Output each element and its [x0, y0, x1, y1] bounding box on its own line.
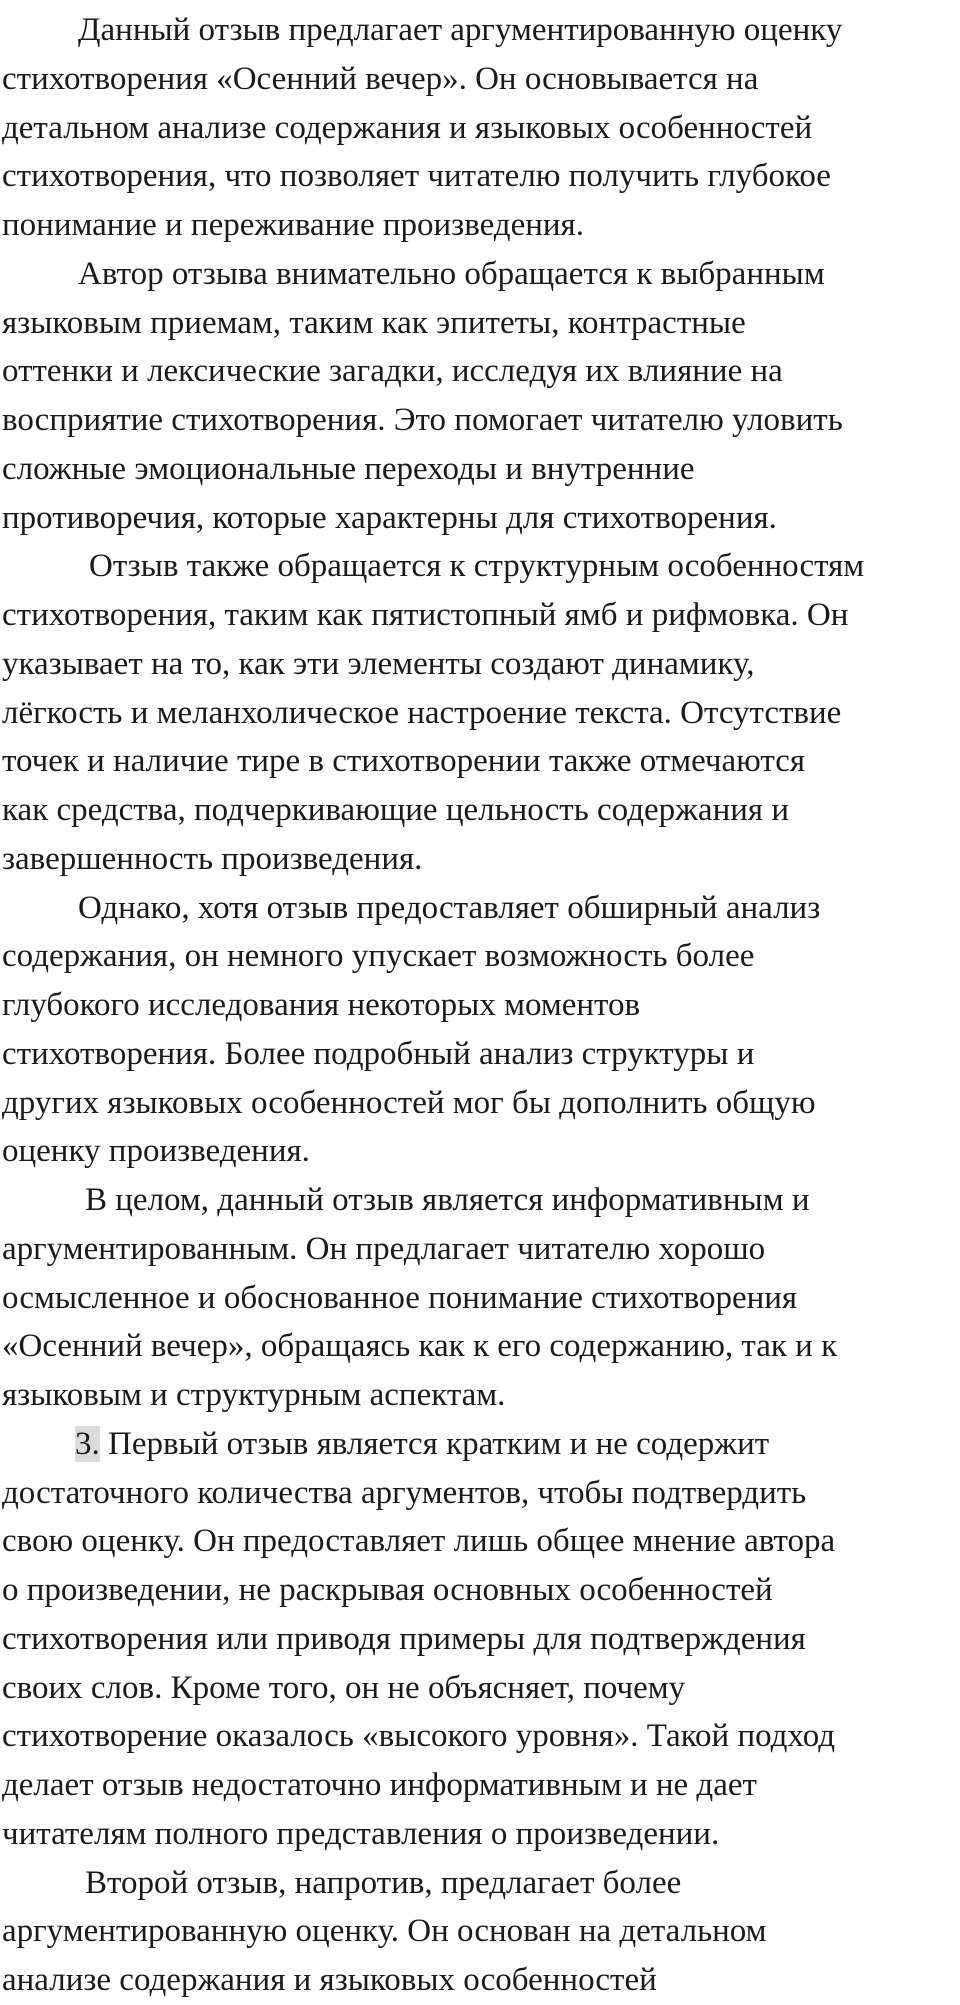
text-line: лёгкость и меланхолическое настроение текста. Отсутствие	[2, 694, 842, 731]
text-line: свою оценку. Он предоставляет лишь общее мнение автора	[2, 1523, 836, 1560]
text-line: содержания, он немного упускает возможность более	[2, 938, 755, 975]
text-line: стихотворения, что позволяет читателю получить глубокое	[2, 158, 831, 195]
text-line: как средства, подчеркивающие цельность содержания и	[2, 792, 789, 828]
text-line: Данный отзыв предлагает аргументированную оценку	[78, 12, 843, 48]
text-line: глубокого исследования некоторых моментов	[2, 987, 641, 1023]
highlighted-number: 3.	[75, 1425, 100, 1462]
text-line: о произведении, не раскрывая основных особенностей	[2, 1572, 773, 1608]
text-line: сложные эмоциональные переходы и внутренние	[2, 450, 695, 487]
text-line: своих слов. Кроме того, он не объясняет, почему	[2, 1669, 686, 1706]
text-line: аргументированным. Он предлагает читателю хорошо	[2, 1230, 766, 1267]
text-line: делает отзыв недостаточно информативным и не дает	[2, 1767, 757, 1803]
text-line: стихотворения или приводя примеры для подтверждения	[2, 1620, 806, 1657]
text-line: завершенность произведения.	[2, 840, 423, 877]
text-line: анализе содержания и языковых особенностей	[2, 1962, 657, 1998]
text-line: Отзыв также обращается к структурным особенностям	[89, 548, 865, 585]
text-line: стихотворения «Осенний вечер». Он основывается на	[2, 60, 759, 97]
text-line: других языковых особенностей мог бы дополнить общую	[2, 1084, 816, 1121]
document-page	[2, 6, 958, 2005]
text-line: точек и наличие тире в стихотворении также отмечаются	[2, 743, 806, 780]
paragraph-1	[2, 6, 958, 250]
paragraph-3	[2, 542, 958, 883]
text-line: осмысленное и обоснованное понимание стихотворения	[2, 1279, 798, 1316]
text-line: оттенки и лексические загадки, исследуя их влияние на	[2, 353, 783, 390]
text-line: детальном анализе содержания и языковых особенностей	[2, 109, 813, 146]
text-line	[2, 1420, 958, 1469]
text-line: аргументированную оценку. Он основан на детальном	[2, 1913, 767, 1950]
text-line: языковым и структурным аспектам.	[2, 1377, 506, 1413]
text-line: «Осенний вечер», обращаясь как к его содержанию, так и к	[2, 1328, 838, 1365]
paragraph-4	[2, 884, 958, 1177]
text-line: указывает на то, как эти элементы создают динамику,	[2, 645, 755, 682]
text-line: понимание и переживание произведения.	[2, 207, 584, 243]
text-fragment: Первый отзыв является кратким и не содержит	[99, 1425, 770, 1462]
text-line: стихотворения, таким как пятистопный ямб и рифмовка. Он	[2, 597, 849, 633]
text-line: читателям полного представления о произведении.	[2, 1815, 720, 1852]
text-line: достаточного количества аргументов, чтобы подтвердить	[2, 1474, 807, 1511]
text-line: противоречия, которые характерны для стихотворения.	[2, 499, 777, 536]
text-line: языковым приемам, таким как эпитеты, контрастные	[2, 304, 746, 341]
text-line: Второй отзыв, напротив, предлагает более	[85, 1864, 682, 1901]
paragraph-2	[2, 250, 958, 543]
text-line: стихотворение оказалось «высокого уровня». Такой подход	[2, 1718, 836, 1755]
paragraph-5	[2, 1176, 958, 1420]
text-line: В целом, данный отзыв является информативным и	[85, 1182, 810, 1218]
text-line: стихотворения. Более подробный анализ структуры и	[2, 1035, 755, 1072]
text-line: восприятие стихотворения. Это помогает читателю уловить	[2, 402, 843, 438]
paragraph-7	[2, 1859, 958, 2005]
text-line: Автор отзыва внимательно обращается к выбранным	[78, 255, 825, 292]
text-line: оценку произведения.	[2, 1133, 310, 1170]
text-line: Однако, хотя отзыв предоставляет обширный анализ	[78, 889, 821, 926]
paragraph-6	[2, 1420, 958, 1859]
